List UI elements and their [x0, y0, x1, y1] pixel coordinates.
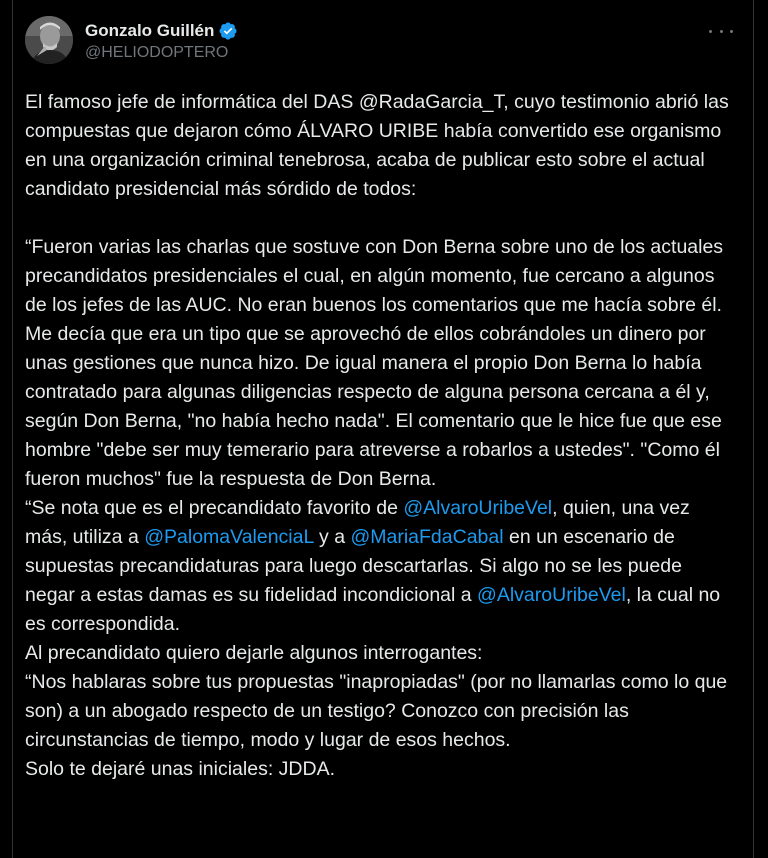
- text-span: , la cual no es correspondida.: [25, 584, 721, 635]
- mention-link[interactable]: @AlvaroUribeVel: [477, 584, 626, 606]
- verified-badge-icon[interactable]: [218, 21, 238, 41]
- tweet-paragraph-quote1: “Fueron varias las charlas que sostuve con Don Berna sobre uno de los actuales precandidatos presidenciales el cual, en algún momento, fue cercano a algunos de los jefes de las AUC. No eran buenos los comentarios que me hacía sobre él. Me decía que era un tipo que se aprovechó de ellos cobrándoles un dinero por unas gestiones que nunca hizo. De igual manera el propio Don Berna lo había contratado para algunas diligencias respecto de alguna persona cercana a él y, según Don Berna, "no había hecho nada". El comentario que le hice fue que ese hombre "debe ser muy temerario para atreverse a robarlos a ustedes". "Como él fueron muchos" fue la respuesta de Don Berna.: [25, 236, 724, 490]
- tweet-paragraph-iniciales: Solo te dejaré unas iniciales: JDDA.: [25, 758, 335, 780]
- avatar[interactable]: [25, 16, 73, 64]
- dot-icon: [709, 30, 712, 33]
- author-handle[interactable]: @HELIODOPTERO: [85, 44, 229, 61]
- mention-link[interactable]: @AlvaroUribeVel: [403, 497, 553, 519]
- tweet-header: [25, 16, 741, 72]
- tweet-card: [12, 0, 754, 858]
- avatar-portrait-icon: [25, 16, 73, 64]
- dot-icon: [730, 30, 733, 33]
- tweet-paragraph-quote2: [25, 494, 733, 639]
- dot-icon: [720, 30, 723, 33]
- text-span: y a: [313, 526, 351, 548]
- text-span: , quien, una vez más, utiliza a: [25, 497, 690, 548]
- text-span: en un escenario de supuestas precandidaturas para luego descartarlas. Si algo no se les puede negar a estas damas es su fidelidad incondicional a: [25, 526, 682, 606]
- text-span: “Se nota que es el precandidato favorito de: [25, 497, 404, 519]
- tweet-text: [25, 88, 733, 784]
- paragraph-spacer: [25, 204, 733, 233]
- name-row: [85, 20, 238, 42]
- author-names: [85, 20, 238, 62]
- author-display-name[interactable]: Gonzalo Guillén: [85, 21, 215, 40]
- tweet-paragraph-quote3: “Nos hablaras sobre tus propuestas "inapropiadas" (por no llamarlas como lo que son) a un abogado respecto de un testigo? Conozco con precisión las circunstancias de tiempo, modo y lugar de esos hechos.: [25, 671, 728, 751]
- tweet-paragraph-intro: El famoso jefe de informática del DAS @RadaGarcia_T, cuyo testimonio abrió las compuestas que dejaron cómo ÁLVARO URIBE había convertido ese organismo en una organización criminal tenebrosa, acaba de publicar esto sobre el actual candidato presidencial más sórdido de todos:: [25, 91, 729, 200]
- more-options-icon[interactable]: [709, 24, 733, 38]
- mention-link[interactable]: @MariaFdaCabal: [350, 526, 504, 548]
- tweet-paragraph-interrogantes: Al precandidato quiero dejarle algunos interrogantes:: [25, 642, 483, 664]
- mention-link[interactable]: @PalomaValenciaL: [144, 526, 314, 548]
